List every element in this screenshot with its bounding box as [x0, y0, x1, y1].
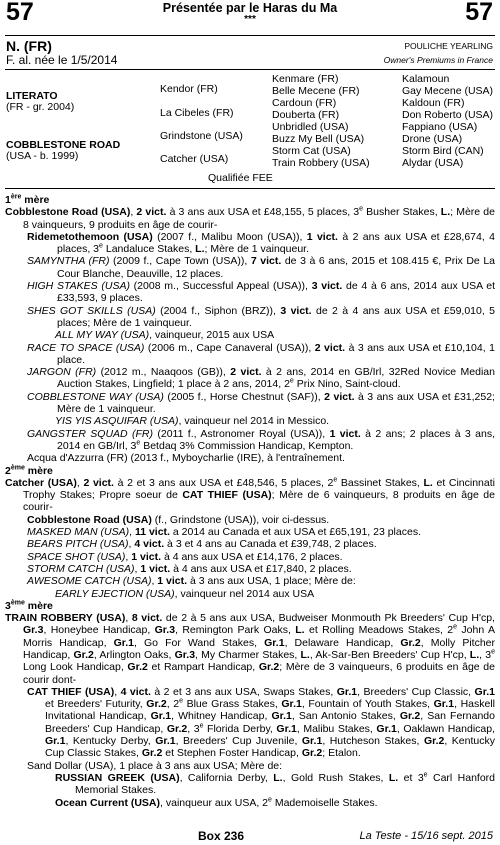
- family-line: GANGSTER SQUAD (FR) (2011 f., Astronomer Royal (USA)), 1 vict. à 2 ans; 2 places à 3 ans, 2014 en GB/Irl, 3e Betdaq 3% Commission Handicap, Kempton.: [27, 427, 495, 452]
- gen4-1: Kalamoun: [402, 73, 450, 85]
- gen3-1: Kenmare (FR): [272, 73, 339, 85]
- gen4-3: Kaldoun (FR): [402, 97, 465, 109]
- premiums: Owner's Premiums in France: [383, 55, 493, 65]
- family-line: CAT THIEF (USA), 4 vict. à 2 et 3 ans aux USA, Swaps Stakes, Gr.1, Breeders' Cup Classic, Gr.1 et Breeders' Futurity, Gr.2, 2e Blue Grass Stakes, Gr.1, Fountain of Youth Stakes, Gr.1, Haskell Invitational Handicap, Gr.1, Whitney Handicap, Gr.1, San Antonio Stakes, Gr.2, San Fernando Breeders' Cup Handicap, Gr.2, 3e Florida Derby, Gr.1, Malibu Stakes, Gr.1, Oaklawn Handicap, Gr.1, Kentucky Derby, Gr.1, Breeders' Cup Juvenile, Gr.1, Hutcheson Stakes, Gr.2, Kentucky Cup Classic Stakes, Gr.2 et Stephen Foster Handicap, Gr.2; Etalon.: [27, 685, 496, 760]
- qualification: Qualifiée FEE: [208, 172, 273, 184]
- family-line: Cobblestone Road (USA), 2 vict. à 3 ans aux USA et £48,155, 5 places, 3e Busher Stakes, L.; Mère de 8 vainqueurs, 9 produits en âge de courir-: [5, 205, 495, 231]
- gen3-3: Cardoun (FR): [272, 97, 337, 109]
- sire-name: LITERATO: [6, 90, 58, 102]
- gen3-5: Unbridled (USA): [272, 121, 349, 133]
- section-third-dam: 3ème mère: [5, 599, 53, 612]
- family-line: RACE TO SPACE (USA) (2006 m., Cape Canaveral (USA)), 2 vict. à 3 ans aux USA et £10,104, 1 place.: [27, 341, 495, 366]
- gen4-7: Storm Bird (CAN): [402, 145, 484, 157]
- family-line: Cobblestone Road (USA) (f., Grindstone (USA)), voir ci-dessus.: [27, 513, 330, 526]
- family-line: SAMYNTHA (FR) (2009 f., Cape Town (USA)), 7 vict. de 3 à 6 ans, 2015 et 108.415 €, Prix De La Cour Blanche, Deauville, 12 places.: [27, 255, 496, 280]
- section-first-dam: 1ère mère: [5, 193, 50, 206]
- family-line: Catcher (USA), 2 vict. à 2 et 3 ans aux USA et £48,546, 5 places, 2e Bassinet Stakes, L. et Cincinnati Trophy Stakes; Propre soeur de CAT THIEF (USA); Mère de 6 vainqueurs, 8 produits en âge de courir-: [5, 476, 495, 514]
- dam-name: COBBLESTONE ROAD: [6, 139, 121, 151]
- top-divider: [5, 35, 495, 36]
- gen2-4: Catcher (USA): [160, 153, 229, 165]
- gen3-7: Storm Cat (USA): [272, 145, 351, 157]
- gen4-4: Don Roberto (USA): [402, 109, 494, 121]
- family-line: TRAIN ROBBERY (USA), 8 vict. de 2 à 5 ans aux USA, Budweiser Monmouth Pk Breeders' Cup H'cp, Gr.3, Honeybee Handicap, Gr.3, Remington Park Oaks, L. et Rolling Meadows Stakes, 2e John A Morris Handicap, Gr.1, Go For Wand Stakes, Gr.1, Delaware Handicap, Gr.2, Molly Pitcher Handicap, Gr.2, Arlington Oaks, Gr.3, My Charmer Stakes, L., Ak-Sar-Ben Breeders' Cup H'cp, L., 3e Long Look Handicap, Gr.2 et Rampart Handicap, Gr.2; Mère de 3 vainqueurs, 6 produits en âge de courir dont-: [5, 612, 496, 686]
- family-line: Ridemetothemoon (USA) (2007 f., Malibu Moon (USA)), 1 vict. à 2 ans aux USA et £28,674, 4 places, 3e Landaluce Stakes, L.; Mère de 1 vainqueur.: [27, 230, 495, 256]
- family-line: EARLY EJECTION (USA), vainqueur nel 2014 aux USA: [55, 587, 315, 600]
- family-line: AWESOME CATCH (USA), 1 vict. à 3 ans aux USA, 1 place; Mère de:: [27, 575, 356, 588]
- family-line: Ocean Current (USA), vainqueur aux USA, 2e Mademoiselle Stakes.: [55, 796, 378, 809]
- family-line: JARGON (FR) (2012 m., Naaqoos (GB)), 2 vict. à 2 ans, 2014 en GB/Irl, 32Red Novice Median Auction Stakes, Lingfield; 1 place à 2 ans, 2014, 2e Prix Nino, Saint-cloud.: [27, 366, 495, 391]
- gen4-2: Gay Mecene (USA): [402, 85, 494, 97]
- section-second-dam: 2ème mère: [5, 464, 53, 477]
- stars: ***: [244, 14, 256, 25]
- gen2-1: Kendor (FR): [160, 83, 218, 95]
- sire-detail: (FR - gr. 2004): [6, 101, 75, 113]
- gen3-8: Train Robbery (USA): [272, 157, 370, 169]
- gen3-4: Douberta (FR): [272, 109, 340, 121]
- box-number: Box 236: [198, 829, 245, 843]
- gen3-6: Buzz My Bell (USA): [272, 133, 365, 145]
- horse-name: N. (FR): [6, 38, 52, 54]
- family-line: HIGH STAKES (USA) (2008 m., Successful Appeal (USA)), 3 vict. de 4 à 6 ans, 2014 aux USA et £33,593, 9 places.: [27, 280, 495, 305]
- lot-number-right: 57: [465, 0, 493, 26]
- family-line: SHES GOT SKILLS (USA) (2004 f., Siphon (BRZ)), 3 vict. de 2 à 4 ans aux USA et £59,010, 5 places; Mère de 1 vainqueur.: [27, 304, 495, 329]
- dam-detail: (USA - b. 1999): [6, 150, 79, 162]
- family-line: ALL MY WAY (USA), vainqueur, 2015 aux USA: [55, 329, 275, 342]
- family-line: YIS YIS ASQUIFAR (USA), vainqueur nel 2014 in Messico.: [55, 415, 330, 428]
- gen3-2: Belle Mecene (FR): [272, 85, 360, 97]
- family-line: Acqua d'Azzurra (FR) (2013 f., Myboycharlie (IRE), à l'entraînement.: [27, 452, 345, 465]
- family-line: MASKED MAN (USA), 11 vict. a 2014 au Canada et aux USA et £65,191, 23 places.: [27, 526, 421, 539]
- family-line: Sand Dollar (USA), 1 place à 3 ans aux USA; Mère de:: [27, 759, 283, 772]
- gen2-2: La Cibeles (FR): [160, 107, 234, 119]
- lot-number-left: 57: [6, 0, 34, 26]
- sale-info: La Teste - 15/16 sept. 2015: [359, 830, 493, 842]
- family-line: STORM CATCH (USA), 1 vict. à 4 ans aux USA et £17,840, 2 places.: [27, 562, 352, 575]
- consignor: Présentée par le Haras du Ma: [162, 1, 338, 15]
- horse-description: F. al. née le 1/5/2014: [6, 53, 118, 67]
- family-line: RUSSIAN GREEK (USA), California Derby, L., Gold Rush Stakes, L. et 3e Carl Hanford Memorial Stakes.: [55, 771, 496, 797]
- gen2-3: Grindstone (USA): [160, 130, 243, 142]
- gen4-6: Drone (USA): [402, 133, 463, 145]
- gen4-5: Fappiano (USA): [402, 121, 478, 133]
- pedigree-divider: [5, 69, 495, 70]
- family-body: [5, 194, 495, 809]
- family-line: SPACE SHOT (USA), 1 vict. à 4 ans aux USA et £14,176, 2 places.: [27, 550, 343, 563]
- family-line: BEARS PITCH (USA), 4 vict. à 3 et 4 ans au Canada et £39,748, 2 places.: [27, 538, 377, 551]
- category: POULICHE YEARLING: [404, 41, 493, 51]
- gen4-8: Alydar (USA): [402, 157, 464, 169]
- family-line: COBBLESTONE WAY (USA) (2005 f., Horse Chestnut (SAF)), 2 vict. à 3 ans aux USA et £31,252; Mère de 1 vainqueur.: [27, 390, 495, 416]
- family-divider: [5, 188, 495, 189]
